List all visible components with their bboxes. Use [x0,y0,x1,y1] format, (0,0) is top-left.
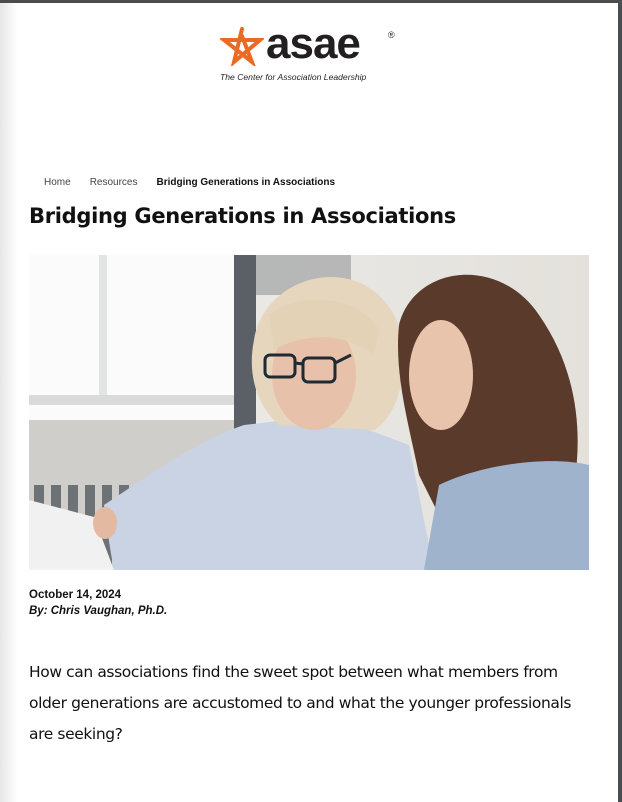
star-icon [220,26,264,66]
breadcrumb [44,177,335,188]
logo-wordmark: asae [266,19,360,68]
article-lede: How can associations find the sweet spot between what members from older generations are accustomed to and what the younger professionals are seeking? [29,663,572,743]
logo-tagline: The Center for Association Leadership [220,72,367,82]
breadcrumb-home[interactable]: Home [44,177,71,188]
breadcrumb-resources[interactable]: Resources [89,177,138,188]
publish-date: October 14, 2024 [29,589,122,601]
page-left-shadow [0,3,18,802]
window-right-border [618,0,622,802]
article-meta [29,587,167,619]
page-title: Bridging Generations in Associations [29,204,457,228]
breadcrumb-current: Bridging Generations in Associations [156,177,336,188]
author-byline[interactable]: By: Chris Vaughan, Ph.D. [29,605,168,617]
registered-mark: ® [388,30,395,40]
window-top-border [0,0,622,3]
hero-image [29,255,589,570]
asae-logo[interactable] [220,19,400,88]
